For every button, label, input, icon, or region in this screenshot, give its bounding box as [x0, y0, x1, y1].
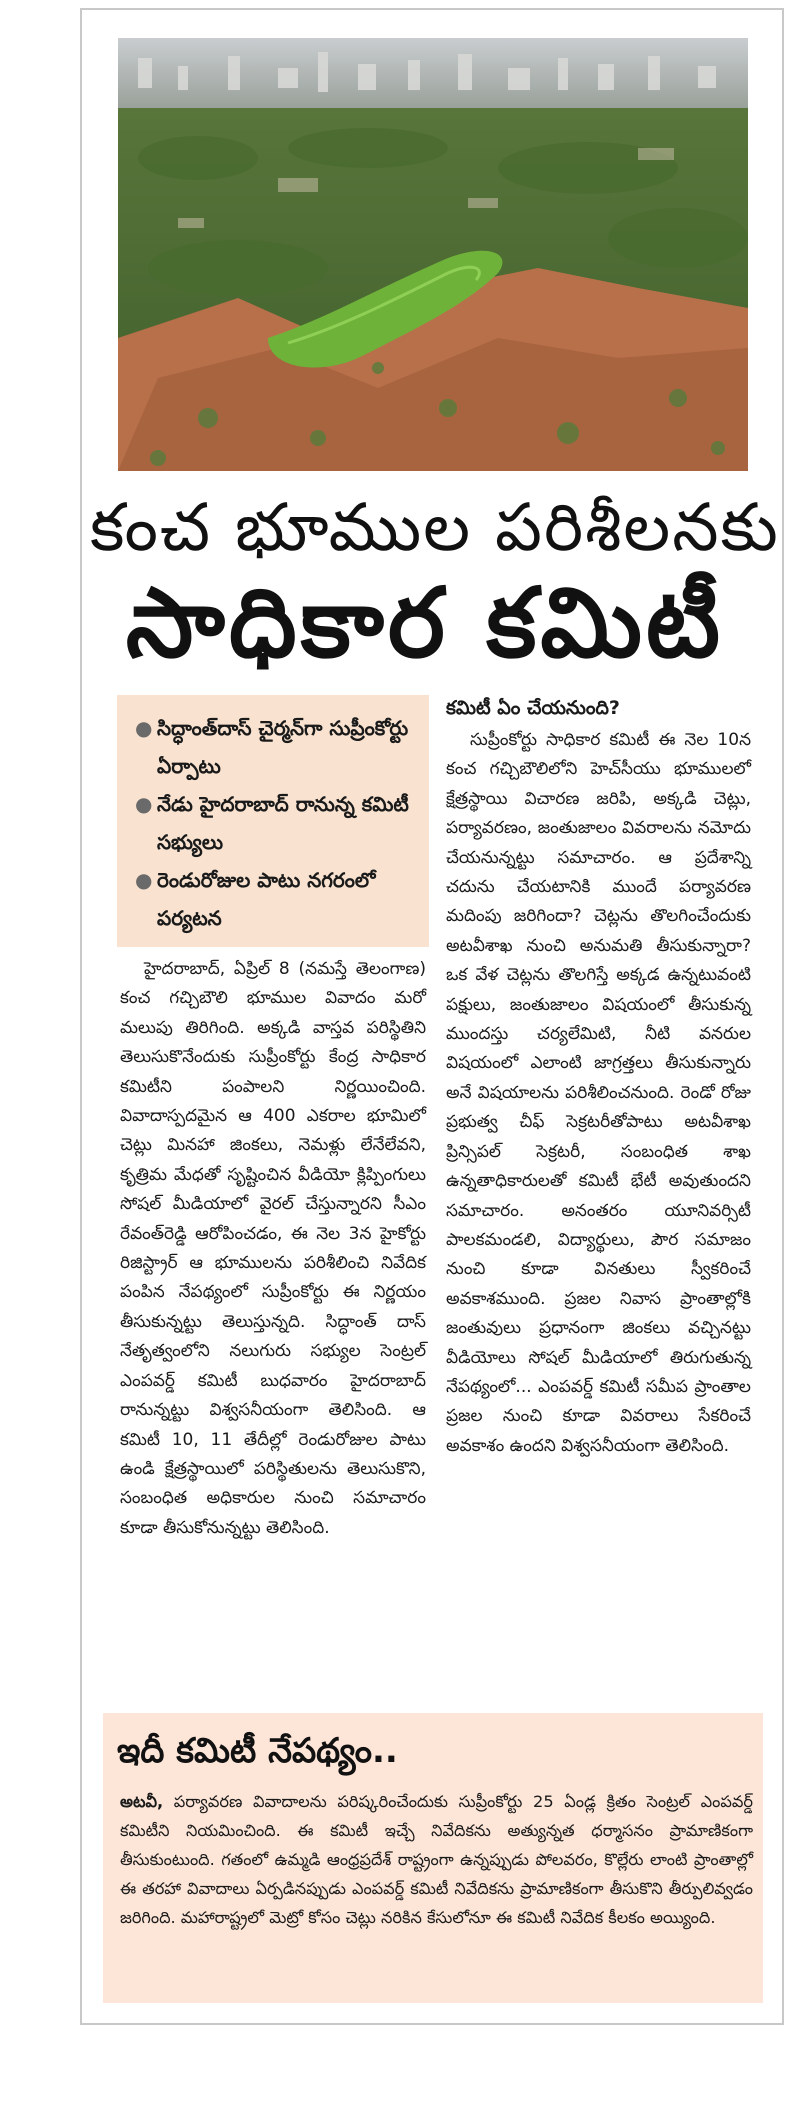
- headline-line-1: కంచ భూముల పరిశీలనకు: [90, 489, 780, 566]
- highlights-box: [117, 695, 429, 947]
- right-column-body: సుప్రీంకోర్టు సాధికార కమిటీ ఈ నెల 10న కంచ గచ్చిబౌలిలోని హెచ్‌సీయు భూములలో క్షేత్రస్థాయి విచారణ జరిపి, అక్కడి చెట్లు, పర్యావరణం, జంతుజాలం వివరాలను నమోదు చేయనున్నట్టు సమాచారం. ఆ ప్రదేశాన్ని చదును చేయటానికి ముందే పర్యావరణ మదింపు జరిగిందా? చెట్లను తొలగించేందుకు అటవీశాఖ నుంచి అనుమతి తీసుకున్నారా? ఒక వేళ చెట్లను తొలగిస్తే అక్కడ ఉన్నటువంటి పక్షులు, జంతుజాలం విషయంలో తీసుకున్న ముందస్తు చర్యలేమిటి, నీటి వనరుల విషయంలో ఎలాంటి జాగ్రత్తలు తీసుకున్నారు అనే విషయాలను పరిశీలించనుంది. రెండో రోజు ప్రభుత్వ చీఫ్ సెక్రటరీతోపాటు అటవీశాఖ ప్రిన్సిపల్ సెక్రటరీ, సంబంధిత శాఖ ఉన్నతాధికారులతో కమిటీ భేటీ అవుతుందని సమాచారం. అనంతరం యూనివర్సిటీ పాలకమండలి, విద్యార్థులు, పౌర సమాజం నుంచి కూడా వినతులు స్వీకరించే అవకాశముంది. ప్రజల నివాస ప్రాంతాల్లోకి జంతువులు ప్రధానంగా జింకలు వచ్చినట్టు వీడియోలు సోషల్ మీడియాలో తిరుగుతున్న నేపథ్యంలో... ఎంపవర్డ్ కమిటీ సమీప ప్రాంతాల ప్రజల నుంచి కూడా వివరాలు సేకరించే అవకాశం ఉందని విశ్వసనీయంగా తెలిసింది.: [446, 730, 751, 1456]
- highlight-item: ● నేడు హైదరాబాద్ రానున్న కమిటీ సభ్యులు: [135, 785, 413, 861]
- background-box-text: [120, 1787, 753, 1932]
- highlight-item: ● సిద్ధాంత్‌దాస్ చైర్మన్‌గా సుప్రీంకోర్టు ఏర్పాటు: [135, 709, 413, 785]
- bullet-icon: ●: [135, 792, 153, 816]
- bullet-icon: ●: [135, 716, 153, 740]
- right-column-subhead: కమిటీ ఏం చేయనుంది?: [446, 697, 620, 719]
- left-column-body: హైదరాబాద్, ఏప్రిల్ 8 (నమస్తే తెలంగాణ) కంచ గచ్చిబౌలి భూముల వివాదం మరో మలుపు తిరిగింది. అక్కడి వాస్తవ పరిస్థితిని తెలుసుకొనేందుకు సుప్రీంకోర్టు కేంద్ర సాధికార కమిటీని పంపాలని నిర్ణయించింది. వివాదాస్పదమైన ఆ 400 ఎకరాల భూమిలో చెట్లు మినహా జింకలు, నెమళ్లు లేనేలేవని, కృత్రిమ మేధతో సృష్టించిన వీడియో క్లిప్పింగులు సోషల్ మీడియాలో వైరల్ చేస్తున్నారని సీఎం రేవంత్‌రెడ్డి ఆరోపించడం, ఈ నెల 3న హైకోర్టు రిజిస్ట్రార్ ఆ భూములను పరిశీలించి నివేదిక పంపిన నేపథ్యంలో సుప్రీంకోర్టు ఈ నిర్ణయం తీసుకున్నట్టు తెలుస్తున్నది. సిద్ధాంత్ దాస్ నేతృత్వంలోని నలుగురు సభ్యుల సెంట్రల్ ఎంపవర్డ్ కమిటీ బుధవారం హైదరాబాద్ రానున్నట్టు విశ్వసనీయంగా తెలిసింది. ఆ కమిటీ 10, 11 తేదీల్లో రెండురోజుల పాటు ఉండి క్షేత్రస్థాయిలో పరిస్థితులను తెలుసుకొని, సంబంధిత అధికారుల నుంచి సమాచారం కూడా తీసుకోనున్నట్టు తెలిసింది.: [120, 959, 426, 1538]
- left-column: [120, 955, 426, 1543]
- highlight-item: ● రెండురోజుల పాటు నగరంలో పర్యటన: [135, 861, 413, 937]
- background-box-title: ఇదీ కమిటీ నేపథ్యం..: [117, 1731, 398, 1771]
- background-box-body: పర్యావరణ వివాదాలను పరిష్కరించేందుకు సుప్రీంకోర్టు 25 ఏండ్ల క్రితం సెంట్రల్ ఎంపవర్డ్ కమిటీని నియమించింది. ఈ కమిటీ ఇచ్చే నివేదికను అత్యున్నత ధర్మాసనం ప్రామాణికంగా తీసుకుంటుంది. గతంలో ఉమ్మడి ఆంధ్రప్రదేశ్ రాష్ట్రంగా ఉన్నప్పుడు పోలవరం, కొల్లేరు లాంటి ప్రాంతాల్లో ఈ తరహా వివాదాలు ఏర్పడినప్పుడు ఎంపవర్డ్ కమిటీ నివేదికను ప్రామాణికంగా తీసుకొని తీర్పులివ్వడం జరిగింది. మహారాష్ట్రలో మెట్రో కోసం చెట్లు నరికిన కేసులోనూ ఈ కమిటీ నివేదిక కీలకం అయ్యింది.: [120, 1792, 753, 1927]
- bullet-icon: ●: [135, 868, 153, 892]
- right-column: [446, 692, 751, 1461]
- background-box-lead: అటవీ,: [120, 1792, 164, 1811]
- headline-line-2: సాధికార కమిటీ: [125, 567, 725, 679]
- aerial-photo: [118, 38, 748, 471]
